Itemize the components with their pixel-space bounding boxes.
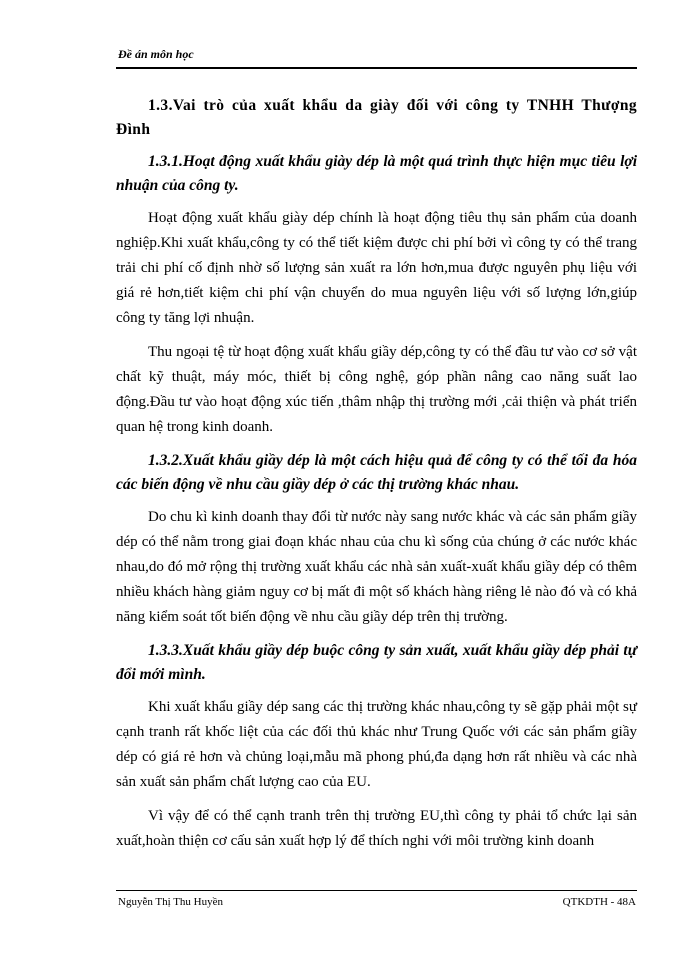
document-body: [116, 94, 637, 863]
paragraph: Thu ngoại tệ từ hoạt động xuất khẩu giầy dép,công ty có thể đầu tư vào cơ sở vật chất kỹ thuật, máy móc, thiết bị công nghệ, góp phần nâng cao năng suất lao động.Đầu tư vào hoạt động xúc tiến ,thâm nhập thị trường mới ,cải thiện và phát triển quan hệ trong kinh doanh.: [116, 344, 637, 435]
subsection-heading-2: 1.3.2.Xuất khẩu giầy dép là một cách hiệu quả để công ty có thể tối đa hóa các biến động về nhu cầu giầy dép ở các thị trường khác nhau.: [116, 452, 637, 493]
section-title: 1.3.Vai trò của xuất khẩu da giày đối với công ty TNHH Thượng Đình: [116, 97, 637, 138]
page-header: Đề án môn học: [118, 47, 194, 61]
subsection-heading-1: 1.3.1.Hoạt động xuất khẩu giày dép là một quá trình thực hiện mục tiêu lợi nhuận của công ty.: [116, 153, 637, 194]
footer-author: Nguyễn Thị Thu Huyền: [118, 896, 223, 908]
paragraph: Vì vậy để có thể cạnh tranh trên thị trường EU,thì công ty phải tổ chức lại sản xuất,hoàn thiện cơ cấu sản xuất hợp lý để thích nghi với môi trường kinh doanh: [116, 808, 637, 849]
footer-class-code: QTKDTH - 48A: [562, 896, 636, 908]
footer-divider: [116, 890, 637, 891]
subsection-heading-3: 1.3.3.Xuất khẩu giầy dép buộc công ty sản xuất, xuất khẩu giầy dép phải tự đổi mới mình.: [116, 642, 637, 683]
header-divider: [116, 67, 637, 69]
paragraph: Khi xuất khẩu giầy dép sang các thị trường khác nhau,công ty sẽ gặp phải một sự cạnh tranh rất khốc liệt của các đối thủ khác như Trung Quốc với các sản phẩm giầy dép có giá rẻ hơn và chủng loại,mẫu mã phong phú,đa dạng hơn rất nhiều và các nhà sản xuất sản phẩm chất lượng cao của EU.: [116, 699, 637, 790]
paragraph: Do chu kì kinh doanh thay đổi từ nước này sang nước khác và các sản phẩm giầy dép có thể nằm trong giai đoạn khác nhau của chu kì sống của chúng ở các nước khác nhau,do đó mở rộng thị trường xuất khẩu các nhà sản xuất-xuất khẩu giầy dép có thêm nhiều khách hàng giảm nguy cơ bị mất đi một số khách hàng riêng lẻ nào đó và có khả năng kiểm soát tốt biến động về nhu cầu giầy dép trên thị trường.: [116, 509, 637, 625]
paragraph: Hoạt động xuất khẩu giày dép chính là hoạt động tiêu thụ sản phẩm của doanh nghiệp.Khi xuất khẩu,công ty có thể tiết kiệm được chi phí bởi vì công ty có thể trang trải chi phí cố định nhờ số lượng sản xuất ra lớn hơn,mua được nguyên phụ liệu với giá rẻ hơn,tiết kiệm chi phí vận chuyển do mua nguyên liệu với số lượng lớn,giúp công ty tăng lợi nhuận.: [116, 210, 637, 326]
